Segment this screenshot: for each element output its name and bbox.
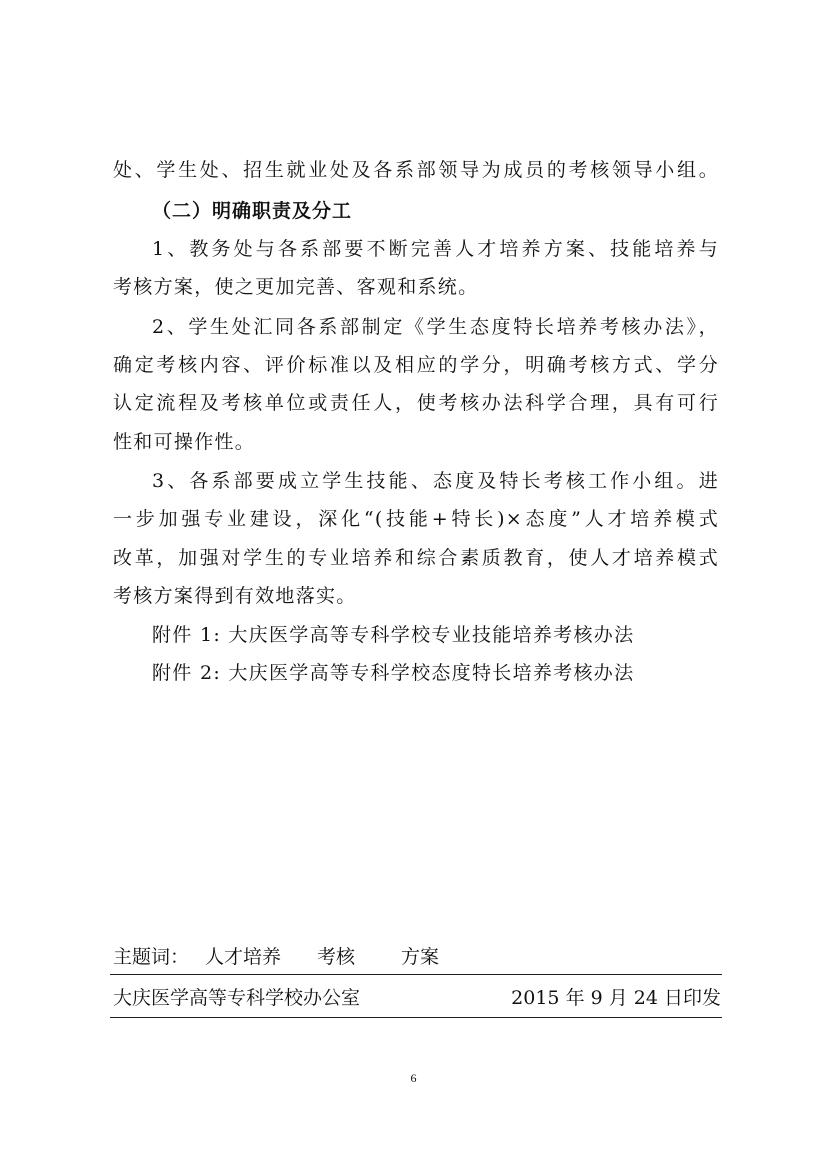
subject-keywords [113,945,721,969]
issuer-row [113,986,721,1010]
keywords-label: 主题词： [113,946,190,968]
paragraph-line: 性和可操作性。 [113,431,256,453]
issuer-name: 大庆医学高等专科学校办公室 [113,987,361,1009]
paragraph-line: 认定流程及考核单位或责任人，使考核办法科学合理，具有可行 [113,392,719,414]
keyword: 考核 [317,946,356,968]
paragraph-line: 一步加强专业建设，深化“(技能+特长)×态度”人才培养模式 [113,508,719,530]
attachment-item: 附件 2: 大庆医学高等专科学校态度特长培养考核办法 [152,662,635,684]
issue-date: 2015 年 9 月 24 日印发 [511,987,721,1009]
paragraph-line: 确定考核内容、评价标准以及相应的学分，明确考核方式、学分 [113,354,719,376]
keyword: 方案 [401,946,440,968]
paragraph-line: 1、教务处与各系部要不断完善人才培养方案、技能培养与 [152,238,719,260]
section-heading: （二）明确职责及分工 [152,200,353,222]
paragraph-line: 2、学生处汇同各系部制定《学生态度特长培养考核办法》， [152,316,719,338]
paragraph-line: 处、学生处、招生就业处及各系部领导为成员的考核领导小组。 [113,159,719,181]
keyword: 人才培养 [205,946,282,968]
attachment-item: 附件 1: 大庆医学高等专科学校专业技能培养考核办法 [152,624,635,646]
paragraph-line: 改革，加强对学生的专业培养和综合素质教育，使人才培养模式 [113,547,719,569]
divider-line [110,1017,722,1018]
divider-line [110,974,722,975]
paragraph-line: 考核方案得到有效地落实。 [113,585,357,607]
paragraph-line: 考核方案，使之更加完善、客观和系统。 [113,276,479,298]
paragraph-line: 3、各系部要成立学生技能、态度及特长考核工作小组。进 [152,470,719,492]
page-number: 6 [410,1071,417,1085]
